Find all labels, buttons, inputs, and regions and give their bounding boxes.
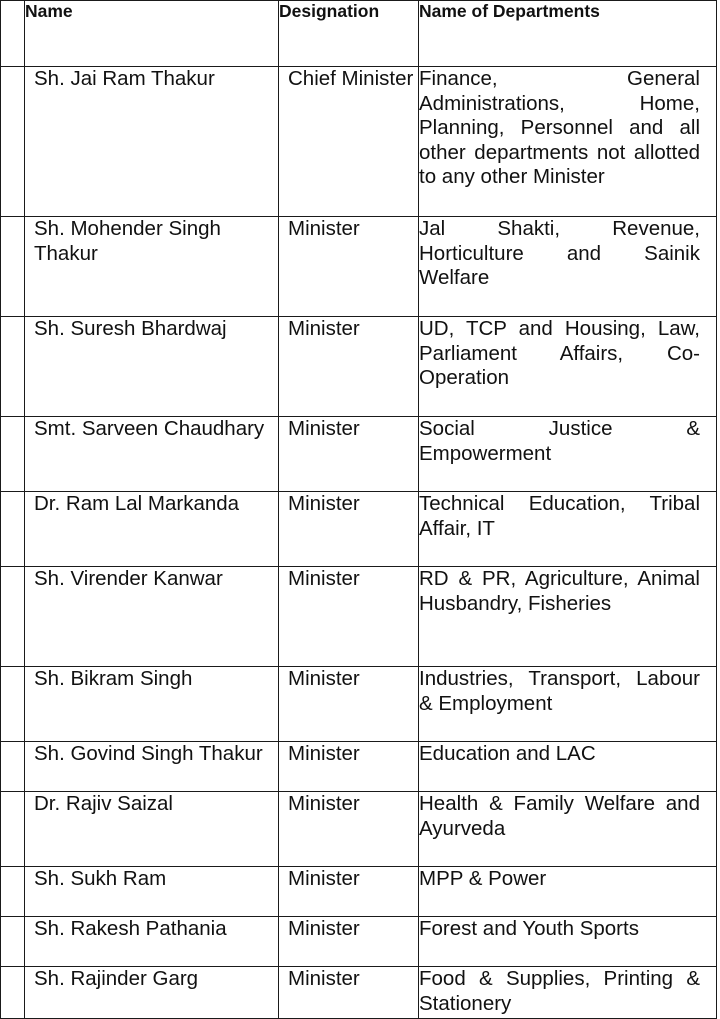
minister-designation: Chief Minister — [279, 67, 419, 217]
minister-name: Sh. Mohender Singh Thakur — [25, 217, 279, 317]
minister-name: Sh. Rakesh Pathania — [25, 917, 279, 967]
minister-departments: Industries, Transport, Labour & Employment — [419, 667, 717, 742]
margin-cell — [1, 67, 25, 217]
table-row — [1, 567, 717, 667]
minister-designation: Minister — [279, 742, 419, 792]
table-row — [1, 417, 717, 492]
table-row — [1, 742, 717, 792]
margin-cell — [1, 742, 25, 792]
margin-cell — [1, 967, 25, 1019]
minister-name: Dr. Ram Lal Markanda — [25, 492, 279, 567]
minister-name: Sh. Virender Kanwar — [25, 567, 279, 667]
minister-departments: Finance, General Administrations, Home, Planning, Personnel and all other departments not allotted to any other Minister — [419, 67, 717, 217]
table-row — [1, 792, 717, 867]
minister-name: Sh. Bikram Singh — [25, 667, 279, 742]
minister-name: Sh. Govind Singh Thakur — [25, 742, 279, 792]
minister-designation: Minister — [279, 967, 419, 1019]
minister-departments: RD & PR, Agriculture, Animal Husbandry, Fisheries — [419, 567, 717, 667]
margin-cell — [1, 867, 25, 917]
margin-cell — [1, 317, 25, 417]
minister-departments: Social Justice & Empowerment — [419, 417, 717, 492]
minister-designation: Minister — [279, 792, 419, 867]
minister-departments: MPP & Power — [419, 867, 717, 917]
column-header-designation: Designation — [279, 1, 419, 67]
minister-name: Dr. Rajiv Saizal — [25, 792, 279, 867]
minister-designation: Minister — [279, 317, 419, 417]
table-row — [1, 917, 717, 967]
column-header-departments: Name of Departments — [419, 1, 717, 67]
margin-cell — [1, 792, 25, 867]
minister-designation: Minister — [279, 917, 419, 967]
table-row — [1, 667, 717, 742]
margin-cell — [1, 667, 25, 742]
minister-name: Smt. Sarveen Chaudhary — [25, 417, 279, 492]
minister-designation: Minister — [279, 217, 419, 317]
table-row — [1, 217, 717, 317]
table-row — [1, 492, 717, 567]
table-row — [1, 67, 717, 217]
table-row — [1, 967, 717, 1019]
column-header-name: Name — [25, 1, 279, 67]
margin-cell — [1, 567, 25, 667]
minister-name: Sh. Suresh Bhardwaj — [25, 317, 279, 417]
header-row — [1, 1, 717, 67]
minister-departments: Jal Shakti, Revenue, Horticulture and Sainik Welfare — [419, 217, 717, 317]
minister-designation: Minister — [279, 492, 419, 567]
margin-cell — [1, 417, 25, 492]
minister-designation: Minister — [279, 867, 419, 917]
minister-departments: Technical Education, Tribal Affair, IT — [419, 492, 717, 567]
minister-designation: Minister — [279, 567, 419, 667]
margin-cell — [1, 492, 25, 567]
table-row — [1, 867, 717, 917]
minister-designation: Minister — [279, 667, 419, 742]
margin-cell — [1, 217, 25, 317]
minister-name: Sh. Jai Ram Thakur — [25, 67, 279, 217]
minister-departments: Health & Family Welfare and Ayurveda — [419, 792, 717, 867]
minister-departments: Forest and Youth Sports — [419, 917, 717, 967]
margin-cell — [1, 1, 25, 67]
minister-departments: UD, TCP and Housing, Law, Parliament Affairs, Co-Operation — [419, 317, 717, 417]
minister-departments: Education and LAC — [419, 742, 717, 792]
minister-designation: Minister — [279, 417, 419, 492]
table-row — [1, 317, 717, 417]
minister-departments: Food & Supplies, Printing & Stationery — [419, 967, 717, 1019]
minister-name: Sh. Rajinder Garg — [25, 967, 279, 1019]
margin-cell — [1, 917, 25, 967]
minister-name: Sh. Sukh Ram — [25, 867, 279, 917]
